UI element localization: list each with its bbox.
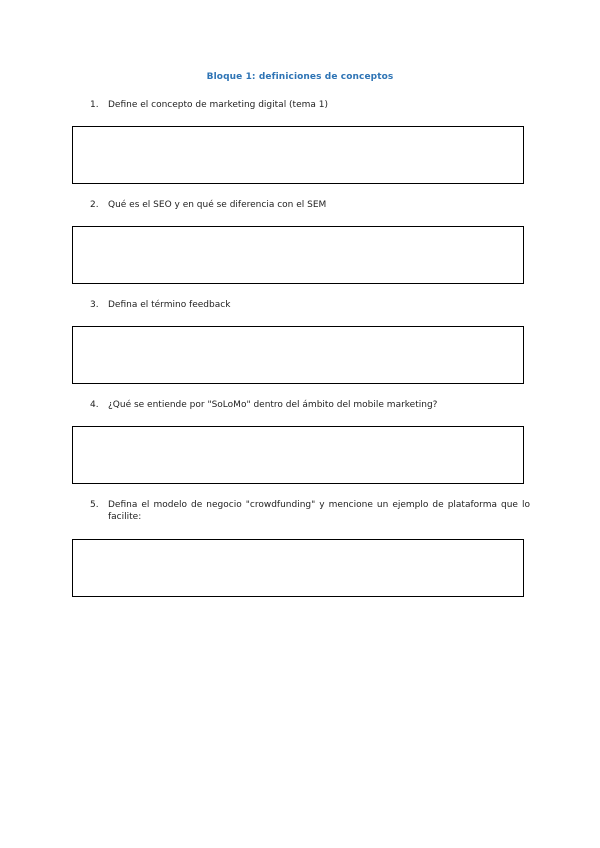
answer-input-4[interactable] (73, 427, 523, 483)
question-4-text: ¿Qué se entiende por "SoLoMo" dentro del ámbito del mobile marketing? (108, 400, 438, 410)
question-1 (90, 99, 530, 111)
answer-input-2[interactable] (73, 227, 523, 283)
question-3-text: Defina el término feedback (108, 300, 231, 310)
question-2 (90, 199, 530, 211)
question-5-text: Defina el modelo de negocio "crowdfunding" y mencione un ejemplo de plataforma que lo facilite: (108, 500, 530, 522)
answer-box-2[interactable] (72, 226, 524, 284)
answer-box-4[interactable] (72, 426, 524, 484)
question-2-number: 2. (90, 200, 99, 210)
question-1-number: 1. (90, 100, 99, 110)
question-4-number: 4. (90, 400, 99, 410)
question-5-number: 5. (90, 500, 99, 510)
question-3 (90, 299, 530, 311)
question-3-number: 3. (90, 300, 99, 310)
answer-box-1[interactable] (72, 126, 524, 184)
answer-box-5[interactable] (72, 539, 524, 597)
section-heading: Bloque 1: definiciones de conceptos (206, 72, 394, 82)
question-1-text: Define el concepto de marketing digital (tema 1) (108, 100, 329, 110)
question-5 (90, 499, 530, 523)
question-2-text: Qué es el SEO y en qué se diferencia con el SEM (108, 200, 327, 210)
question-4 (90, 399, 530, 411)
answer-input-1[interactable] (73, 127, 523, 183)
answer-input-3[interactable] (73, 327, 523, 383)
answer-input-5[interactable] (73, 540, 523, 596)
answer-box-3[interactable] (72, 326, 524, 384)
